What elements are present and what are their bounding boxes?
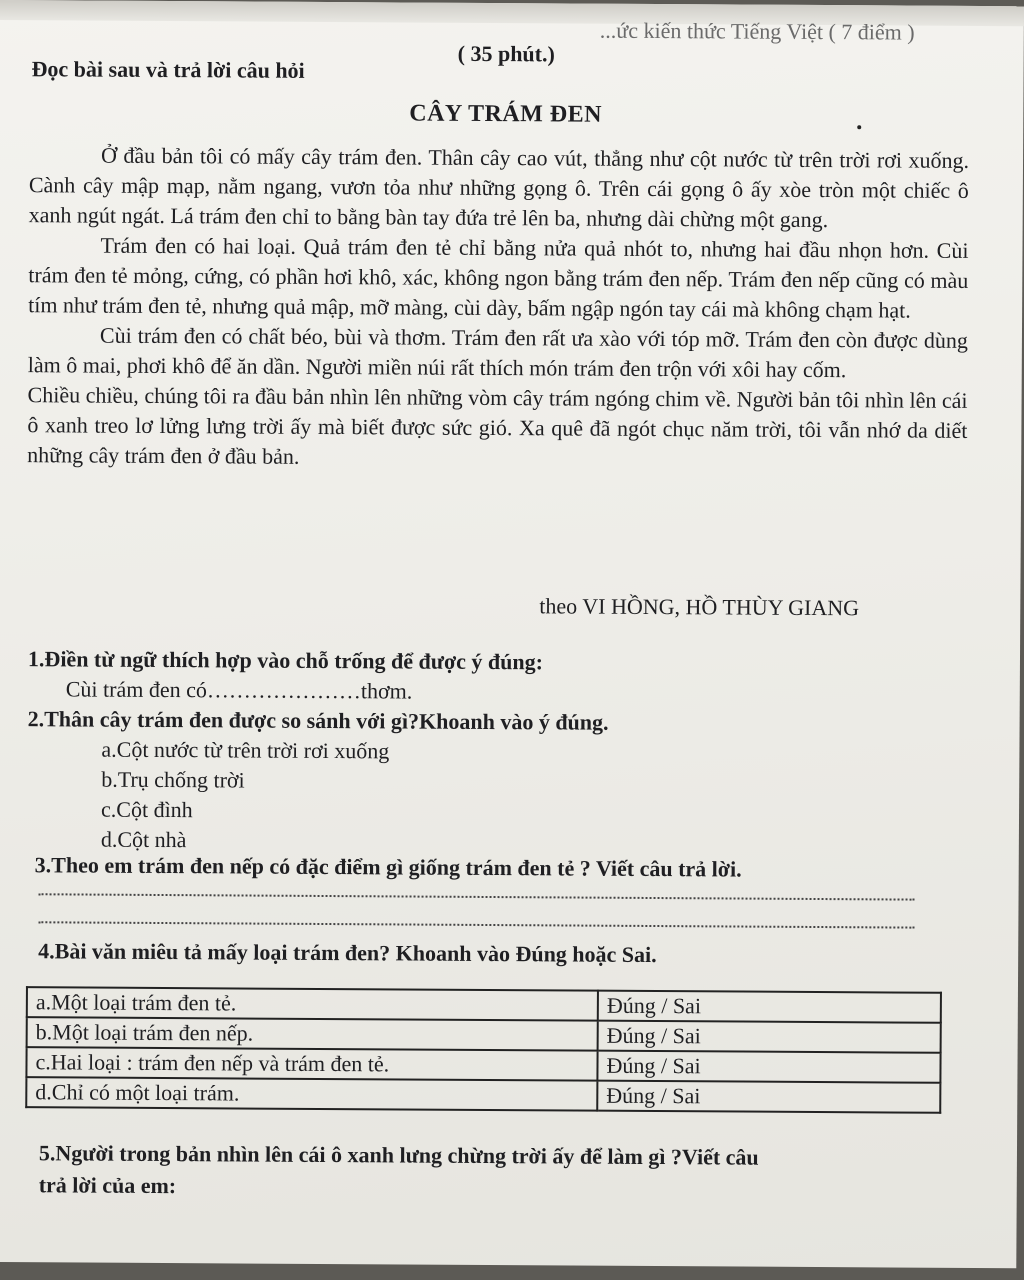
reading-passage bbox=[27, 140, 969, 476]
question-2-option-c[interactable]: c.Cột đình bbox=[100, 796, 193, 823]
passage-paragraph: Cùi trám đen có chất béo, bùi và thơm. Trám đen rất ưa xào với tóp mỡ. Trám đen còn được dùng làm ô mai, phơi khô để ăn dần. Người miền núi rất thích món trám đen trộn với xôi hay cốm. bbox=[27, 322, 969, 383]
statement-cell: d.Chỉ có một loại trám. bbox=[26, 1077, 597, 1110]
answer-line[interactable] bbox=[38, 920, 914, 928]
question-5: 5.Người trong bản nhìn lên cái ô xanh lưng chừng trời ấy để làm gì ?Viết câu bbox=[38, 1140, 759, 1170]
question-4: 4.Bài văn miêu tả mấy loại trám đen? Khoanh vào Đúng hoặc Sai. bbox=[38, 938, 657, 968]
time-limit: ( 35 phút.) bbox=[457, 40, 555, 67]
true-false-choice[interactable]: Đúng / Sai bbox=[597, 1081, 940, 1113]
stray-dot bbox=[857, 125, 861, 129]
passage-title: CÂY TRÁM ĐEN bbox=[409, 100, 603, 128]
question-2-option-d[interactable]: d.Cột nhà bbox=[100, 826, 187, 853]
true-false-choice[interactable]: Đúng / Sai bbox=[598, 991, 941, 1023]
table-row bbox=[26, 1077, 940, 1113]
passage-source: theo VI HỒNG, HỒ THÙY GIANG bbox=[539, 593, 860, 621]
statement-cell: b.Một loại trám đen nếp. bbox=[27, 1017, 598, 1050]
question-1-fill-blank[interactable]: Cùi trám đen có…………………thơm. bbox=[65, 676, 413, 704]
question-2-option-b[interactable]: b.Trụ chống trời bbox=[101, 766, 245, 793]
question-1: 1.Điền từ ngữ thích hợp vào chỗ trống để được ý đúng: bbox=[27, 646, 544, 675]
passage-paragraph: Ở đầu bản tôi có mấy cây trám đen. Thân cây cao vút, thẳng như cột nước từ trên trời rơi xuống. Cành cây mập mạp, nằm ngang, vươn tỏa như những gọng ô. Trên cái gọng ô ấy xòe tròn một chiếc ô xanh ngút ngát. Lá trám đen chỉ to bằng bàn tay đứa trẻ lên ba, nhưng dài chừng một gang. bbox=[28, 142, 970, 233]
question-2-option-a[interactable]: a.Cột nước từ trên trời rơi xuống bbox=[101, 736, 390, 764]
true-false-choice[interactable]: Đúng / Sai bbox=[597, 1051, 940, 1083]
passage-paragraph: Trám đen có hai loại. Quả trám đen tẻ chỉ bằng nửa quả nhót to, nhưng hai đầu nhọn hơn. Cùi trám đen tẻ mỏng, cứng, có phần hơi khô, xác, không ngon bằng trám đen nếp. Trám đen nếp cũng có màu tím như trám đen tẻ, nhưng quả mập, mỡ màng, cùi dày, bấm ngập ngón tay cái mà không chạm hạt. bbox=[28, 232, 969, 323]
section-header: ...ức kiến thức Tiếng Việt ( 7 điểm ) bbox=[599, 17, 915, 45]
true-false-choice[interactable]: Đúng / Sai bbox=[598, 1021, 941, 1053]
statement-cell: c.Hai loại : trám đen nếp và trám đen tẻ. bbox=[26, 1047, 597, 1080]
question-3: 3.Theo em trám đen nếp có đặc điểm gì giống trám đen tẻ ? Viết câu trả lời. bbox=[34, 852, 742, 882]
instruction-text: Đọc bài sau và trả lời câu hỏi bbox=[31, 56, 305, 83]
true-false-table bbox=[25, 986, 942, 1114]
question-2: 2.Thân cây trám đen được so sánh với gì?Khoanh vào ý đúng. bbox=[27, 706, 609, 735]
question-5-continued: trả lời của em: bbox=[38, 1172, 177, 1199]
statement-cell: a.Một loại trám đen tẻ. bbox=[27, 987, 598, 1020]
passage-paragraph: Chiều chiều, chúng tôi ra đầu bản nhìn lên những vòm cây trám ngóng chim về. Người bản tôi nhìn lên cái ô xanh treo lơ lửng lưng trời ấy mà biết được sức gió. Xa quê đã ngót chục năm trời, tôi vẫn nhớ da diết những cây trám đen ở đầu bản. bbox=[27, 382, 968, 469]
answer-line[interactable] bbox=[39, 892, 915, 900]
